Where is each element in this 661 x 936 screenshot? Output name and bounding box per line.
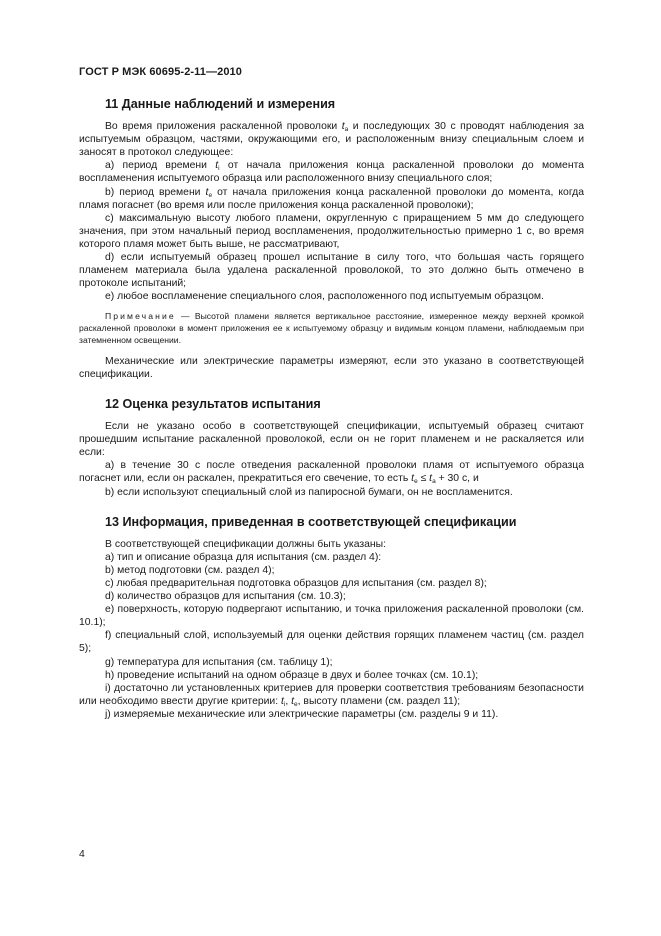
section-13-intro: В соответствующей спецификации должны быть указаны: [105,538,387,550]
section-11-item-c: c) максимальную высоту любого пламени, округленную с приращением 5 мм до следующего значения, при этом начальный период воспламенения, продолжительностью примерно 1 с, во время которого пламя может быть выше, не рассматривают, [79,212,584,250]
section-11-title: 11 Данные наблюдений и измерения [105,97,336,111]
section-11-note: Примечание — Высотой пламени является вертикальное расстояние, измеренное между верхней кромкой раскаленной проволоки в момент приложения ее к испытуемому образцу и видимым концом пламени, наблюдаемым при затемненном освещении. [79,311,584,345]
section-13-item-i: i) достаточно ли установленных критериев для проверки соответствия требованиям безопасности или необходимо ввести другие критерии: $t_i$, $t_e$, высоту пламени (см. раздел 11); [79,682,584,708]
section-12-item-b: b) если используют специальный слой из папиросной бумаги, он не воспламенится. [105,486,513,498]
section-11-item-e: e) любое воспламенение специального слоя, расположенного под испытуемым образцом. [105,291,544,303]
section-13-item-c: c) любая предварительная подготовка образцов для испытания (см. раздел 8); [105,578,487,590]
section-11-item-d: d) если испытуемый образец прошел испытание в силу того, что большая часть горящего пламенем материала была удалена раскаленной проволокой, то это должно быть отмечено в протоколе испытаний; [79,252,584,290]
section-12-intro: Если не указано особо в соответствующей спецификации, испытуемый образец считают прошедшим испытание раскаленной проволокой, если он не горит пламенем и не раскаляется или если: [79,421,584,459]
section-12-title: 12 Оценка результатов испытания [105,396,321,411]
section-11-final: Механические или электрические параметры измеряют, если это указано в соответствующей спецификации. [79,355,584,380]
page-content [79,96,584,721]
section-13-item-e: e) поверхность, которую подвергают испытанию, и точка приложения раскаленной проволоки (см. 10.1); [79,604,584,629]
page-number: 4 [79,849,85,860]
section-13-item-g: g) температура для испытания (см. таблицу 1); [105,656,333,668]
note-label: Примечание [105,311,176,322]
section-13-item-a: a) тип и описание образца для испытания (см. раздел 4): [105,551,382,563]
section-12-item-a: a) в течение 30 с после отведения раскаленной проволоки пламя от испытуемого образца погаснет или, если он раскален, прекратиться его свечение, то есть $t_e \le t_a + 30$ с, и [79,460,584,486]
section-11-intro: Во время приложения раскаленной проволоки $t_a$ и последующих 30 с проводят наблюдения за испытуемым образцом, частями, окружающими его, и расположенным внизу специальным слоем и заносят в протокол следующее: [79,121,584,159]
section-13-item-j: j) измеряемые механические или электрические параметры (см. разделы 9 и 11). [105,708,499,720]
section-13-item-b: b) метод подготовки (см. раздел 4); [105,564,275,576]
section-13-item-f: f) специальный слой, используемый для оценки действия горящих пламенем частиц (см. раздел 5); [79,630,584,655]
section-11-item-b: b) период времени $t_e$ от начала приложения конца раскаленной проволоки до момента, когда пламя погаснет (во время или после приложения конца раскаленной проволоки); [79,186,585,211]
document-code-header: ГОСТ Р МЭК 60695-2-11—2010 [79,66,242,78]
section-13-item-h: h) проведение испытаний на одном образце в двух и более точках (см. 10.1); [105,669,479,681]
section-11-item-a: a) период времени $t_i$ от начала приложения конца раскаленной проволоки до момента воспламенения испытуемого образца или расположенного внизу специального слоя; [79,160,584,185]
section-13-item-d: d) количество образцов для испытания (см. 10.3); [105,591,346,603]
section-13-title: 13 Информация, приведенная в соответствующей спецификации [105,514,517,529]
